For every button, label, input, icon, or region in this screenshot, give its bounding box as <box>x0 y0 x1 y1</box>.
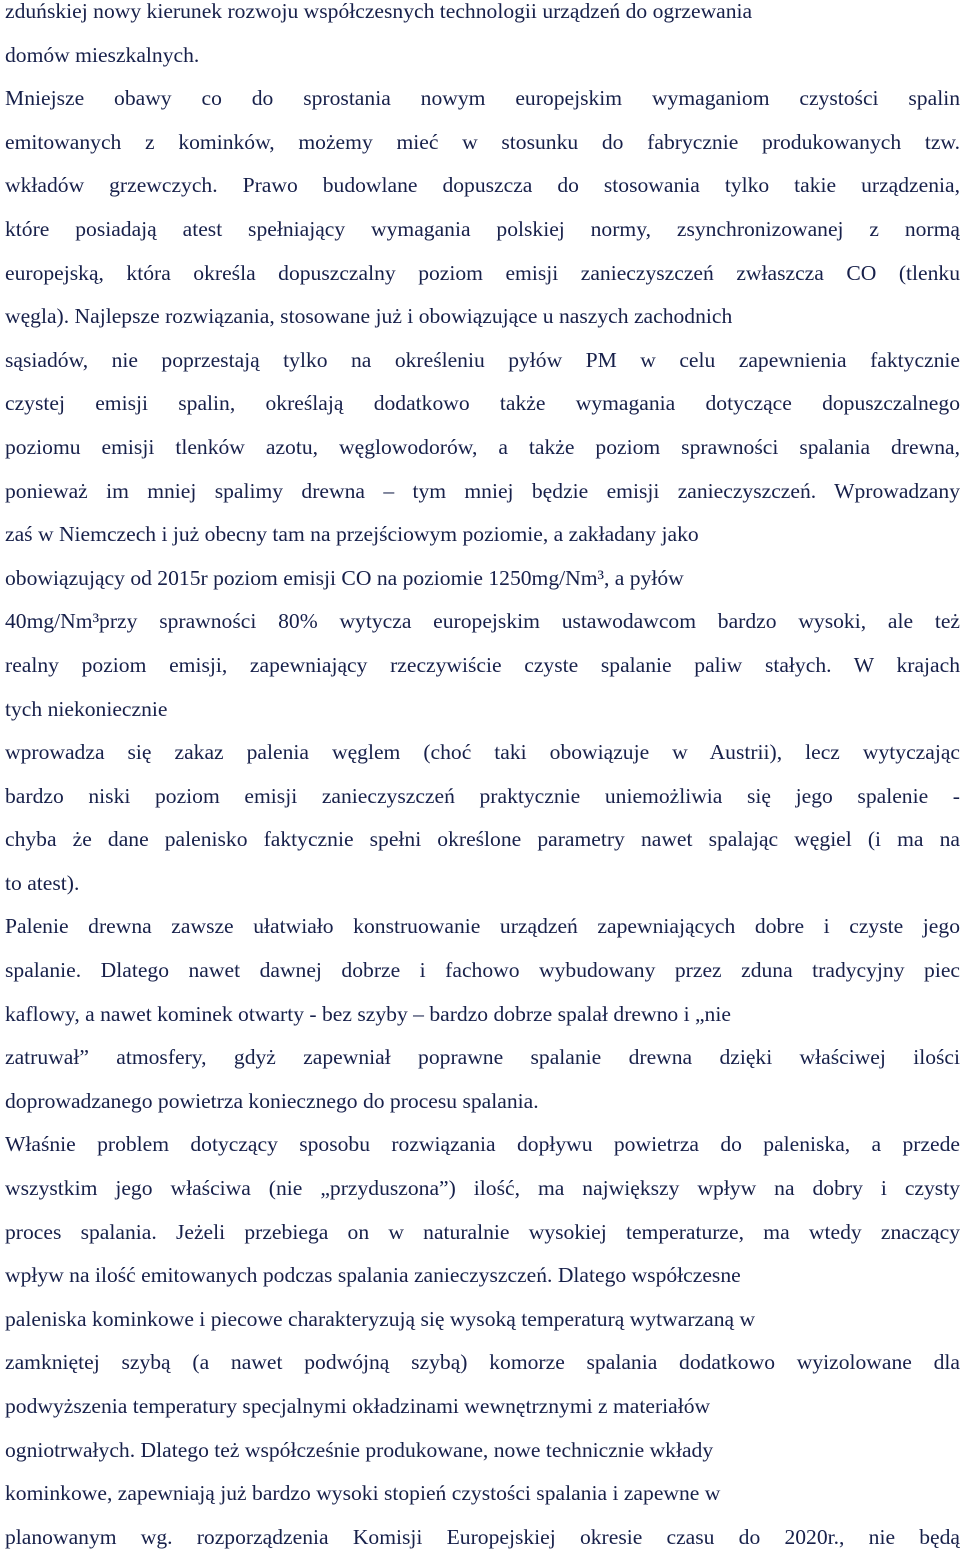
paragraph <box>5 905 960 1123</box>
text-line: planowanym wg. rozporządzenia Komisji Europejskiej okresie czasu do 2020r., nie będą <box>5 1524 960 1549</box>
text-line: kominkowe, zapewniają już bardzo wysoki stopień czystości spalania i zapewne w <box>5 1481 721 1506</box>
text-line: ponieważ im mniej spalimy drewna – tym mniej będzie emisji zanieczyszczeń. Wprowadzany <box>5 478 960 503</box>
text-line: wpływ na ilość emitowanych podczas spalania zanieczyszczeń. Dlatego współczesne <box>5 1263 741 1288</box>
text-line: zamkniętej szybą (a nawet podwójną szybą) komorze spalania dodatkowo wyizolowane dla <box>5 1350 960 1375</box>
text-line: Właśnie problem dotyczący sposobu rozwiązania dopływu powietrza do paleniska, a przede <box>5 1132 960 1157</box>
text-line: poziomu emisji tlenków azotu, węglowodorów, a także poziom sprawności spalania drewna, <box>5 434 960 459</box>
text-line: zduńskiej nowy kierunek rozwoju współczesnych technologii urządzeń do ogrzewania <box>5 0 753 23</box>
text-line: paleniska kominkowe i piecowe charakteryzują się wysoką temperaturą wytwarzaną w <box>5 1306 756 1331</box>
text-line: chyba że dane palenisko faktycznie spełni określone parametry nawet spalając węgiel (i ma na <box>5 827 960 852</box>
text-line: zatruwał” atmosfery, gdyż zapewniał poprawne spalanie drewna dzięki właściwej ilości <box>5 1045 960 1070</box>
text-line: sąsiadów, nie poprzestają tylko na określeniu pyłów PM w celu zapewnienia faktycznie <box>5 347 960 372</box>
text-line: ogniotrwałych. Dlatego też współcześnie produkowane, nowe technicznie wkłady <box>5 1437 714 1462</box>
text-line: to atest). <box>5 870 80 895</box>
text-line: obowiązujący od 2015r poziom emisji CO na poziomie 1250mg/Nm³, a pyłów <box>5 565 684 590</box>
text-line: proces spalania. Jeżeli przebiega on w naturalnie wysokiej temperaturze, ma wtedy znaczący <box>5 1219 960 1244</box>
text-line: czystej emisji spalin, określają dodatkowo także wymagania dotyczące dopuszczalnego <box>5 391 960 416</box>
text-line: 40mg/Nm³przy sprawności 80% wytycza europejskim ustawodawcom bardzo wysoki, ale też <box>5 609 960 634</box>
text-line: tych niekoniecznie <box>5 696 168 721</box>
paragraph <box>5 0 960 77</box>
text-line: zaś w Niemczech i już obecny tam na przejściowym poziomie, a zakładany jako <box>5 522 699 547</box>
text-line: spalanie. Dlatego nawet dawnej dobrze i fachowo wybudowany przez zduna tradycyjny piec <box>5 958 960 983</box>
document-body <box>5 0 960 1559</box>
text-line: doprowadzanego powietrza koniecznego do procesu spalania. <box>5 1088 539 1113</box>
text-line: Mniejsze obawy co do sprostania nowym europejskim wymaganiom czystości spalin <box>5 86 960 111</box>
paragraph <box>5 1123 960 1559</box>
text-line: węgla). Najlepsze rozwiązania, stosowane już i obowiązujące u naszych zachodnich <box>5 304 733 329</box>
document-page <box>5 0 960 1559</box>
text-line: emitowanych z kominków, możemy mieć w stosunku do fabrycznie produkowanych tzw. <box>5 129 960 154</box>
text-line: wszystkim jego właściwa (nie „przyduszona”) ilość, ma największy wpływ na dobry i czysty <box>5 1176 960 1201</box>
text-line: które posiadają atest spełniający wymagania polskiej normy, zsynchronizowanej z normą <box>5 216 960 241</box>
text-line: wprowadza się zakaz palenia węglem (choć taki obowiązuje w Austrii), lecz wytyczając <box>5 740 960 765</box>
text-line: europejską, która określa dopuszczalny poziom emisji zanieczyszczeń zwłaszcza CO (tlenku <box>5 260 960 285</box>
paragraph <box>5 77 960 905</box>
text-line: kaflowy, a nawet kominek otwarty - bez szyby – bardzo dobrze spalał drewno i „nie <box>5 1001 731 1026</box>
text-line: realny poziom emisji, zapewniający rzeczywiście czyste spalanie paliw stałych. W krajach <box>5 652 960 677</box>
text-line: podwyższenia temperatury specjalnymi okładzinami wewnętrznymi z materiałów <box>5 1394 711 1418</box>
text-line: Palenie drewna zawsze ułatwiało konstruowanie urządzeń zapewniających dobre i czyste jego <box>5 914 960 939</box>
text-line: wkładów grzewczych. Prawo budowlane dopuszcza do stosowania tylko takie urządzenia, <box>5 173 960 198</box>
text-line: domów mieszkalnych. <box>5 42 200 67</box>
text-line: bardzo niski poziom emisji zanieczyszczeń praktycznie uniemożliwia się jego spalenie - <box>5 783 960 808</box>
